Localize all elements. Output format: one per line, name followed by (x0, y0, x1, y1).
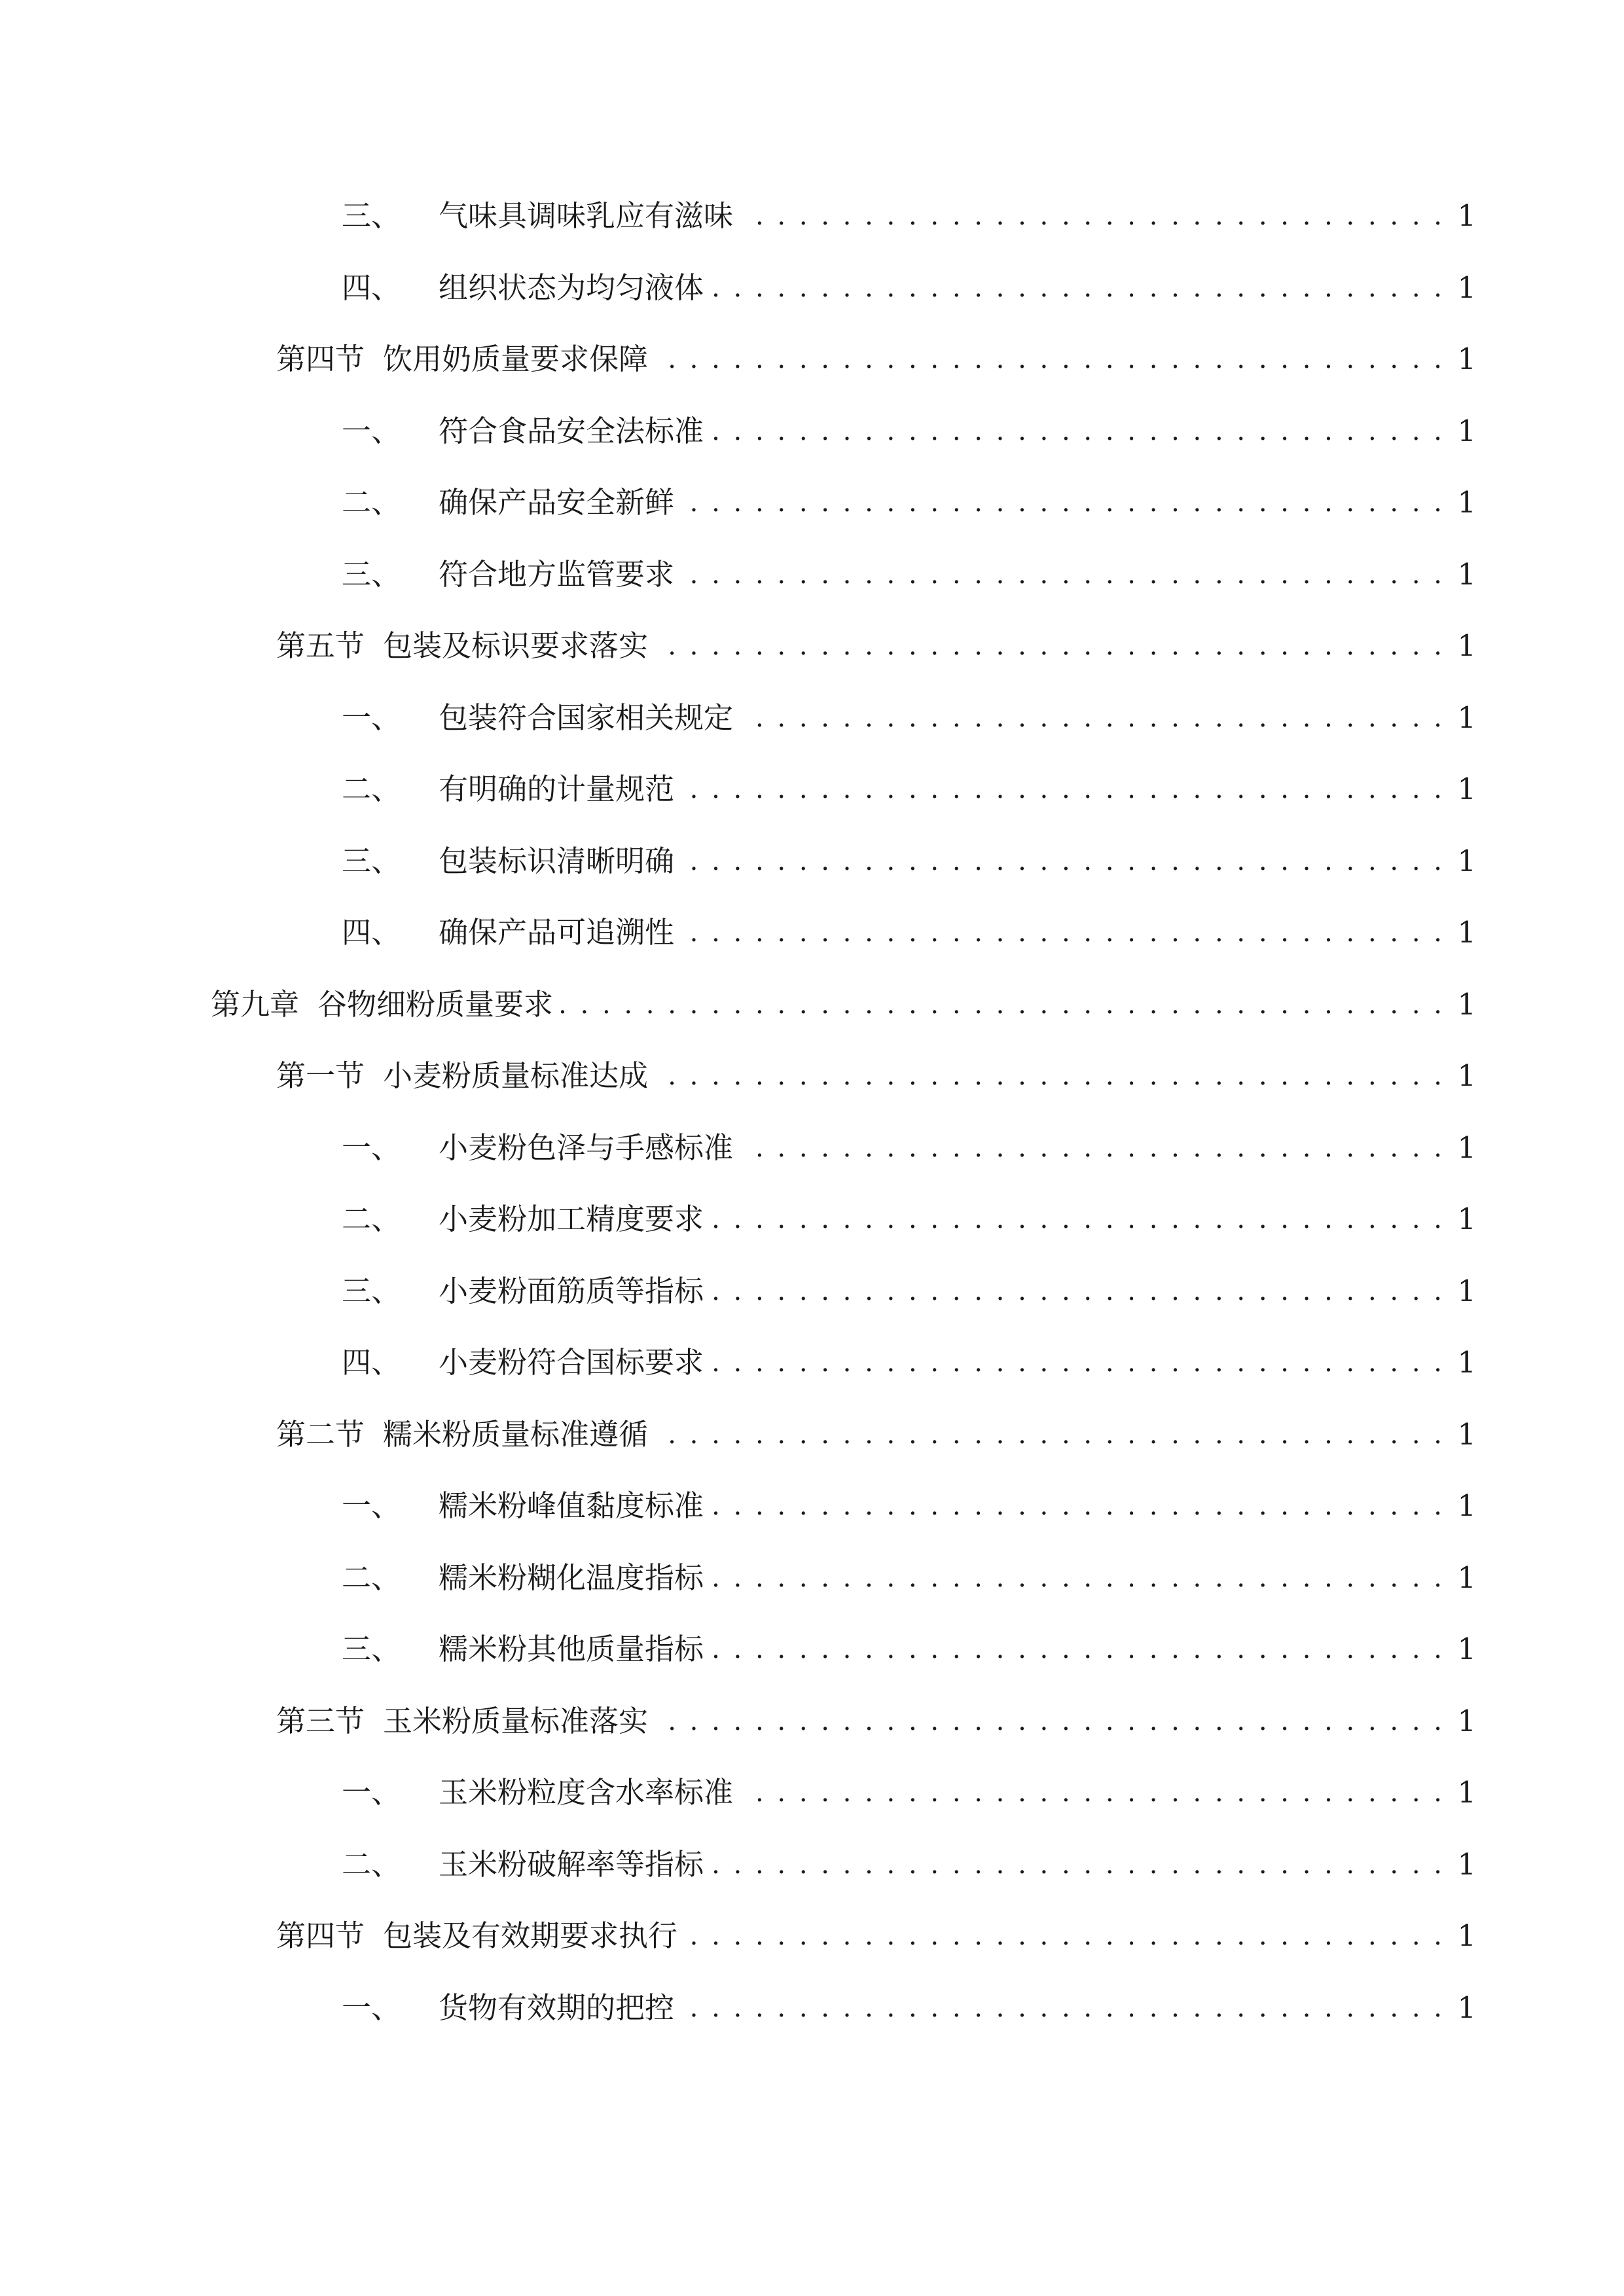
toc-page-number: 1 (1457, 1345, 1476, 1380)
toc-entry[interactable] (276, 336, 1476, 382)
toc-page-number: 1 (1457, 198, 1476, 233)
toc-dot-leader (655, 336, 1445, 382)
toc-entry-number: 三、 (342, 557, 401, 592)
toc-dot-leader (681, 552, 1445, 598)
toc-entry-number: 四、 (342, 270, 401, 305)
toc-dot-leader (684, 1913, 1445, 1959)
toc-page-number: 1 (1457, 1130, 1476, 1165)
toc-entry-number: 第九章 (211, 987, 300, 1022)
toc-page-number: 1 (1457, 772, 1476, 806)
toc-page-number: 1 (1457, 844, 1476, 878)
toc-page-number: 1 (1457, 557, 1476, 592)
toc-entry-number: 第二节 (276, 1417, 365, 1452)
toc-entry[interactable] (276, 623, 1476, 669)
toc-dot-leader (655, 623, 1445, 669)
toc-entry-number: 一、 (342, 1488, 401, 1523)
toc-page-number: 1 (1457, 1847, 1476, 1882)
toc-entry-title: 包装标识清晰明确 (439, 844, 675, 878)
toc-entry-title: 小麦粉面筋质等指标 (439, 1274, 704, 1308)
toc-entry-title: 玉米粉质量标准落实 (383, 1704, 649, 1738)
toc-entry[interactable] (342, 1268, 1476, 1314)
toc-entry[interactable] (342, 838, 1476, 884)
toc-entry-number: 第五节 (276, 628, 365, 663)
toc-entry[interactable] (342, 480, 1476, 526)
toc-dot-leader (710, 1196, 1445, 1242)
toc-entry[interactable] (342, 1626, 1476, 1672)
toc-page-number: 1 (1457, 342, 1476, 376)
toc-entry-number: 三、 (342, 198, 401, 233)
toc-entry-title: 气味具调味乳应有滋味 (439, 198, 734, 233)
toc-entry-title: 组织状态为均匀液体 (439, 270, 704, 305)
toc-dot-leader (681, 910, 1445, 956)
toc-entry-title: 包装及标识要求落实 (383, 628, 649, 663)
toc-entry-title: 小麦粉加工精度要求 (439, 1202, 704, 1236)
toc-entry-title: 符合地方监管要求 (439, 557, 675, 592)
toc-page-number: 1 (1457, 414, 1476, 448)
toc-page-number: 1 (1457, 1058, 1476, 1093)
toc-dot-leader (740, 193, 1445, 239)
toc-entry-title: 有明确的计量规范 (439, 772, 675, 806)
toc-dot-leader (710, 1842, 1445, 1888)
toc-entry[interactable] (276, 1053, 1476, 1099)
toc-entry-number: 二、 (342, 1560, 401, 1595)
toc-entry[interactable] (342, 1340, 1476, 1386)
toc-entry[interactable] (342, 193, 1476, 239)
toc-entry-number: 三、 (342, 844, 401, 878)
toc-entry-title: 包装符合国家相关规定 (439, 700, 734, 735)
toc-entry-number: 一、 (342, 414, 401, 448)
toc-entry-number: 一、 (342, 1130, 401, 1165)
toc-entry[interactable] (342, 910, 1476, 956)
toc-dot-leader (710, 1626, 1445, 1672)
toc-dot-leader (681, 480, 1445, 526)
toc-dot-leader (740, 1125, 1445, 1171)
toc-dot-leader (655, 1698, 1445, 1744)
toc-entry-number: 第三节 (276, 1704, 365, 1738)
toc-entry-number: 二、 (342, 772, 401, 806)
toc-page-number: 1 (1457, 485, 1476, 520)
toc-entry[interactable] (342, 1125, 1476, 1171)
toc-dot-leader (710, 1340, 1445, 1386)
toc-entry-title: 小麦粉质量标准达成 (383, 1058, 649, 1093)
toc-entry-number: 二、 (342, 1847, 401, 1882)
toc-entry-number: 三、 (342, 1274, 401, 1308)
toc-entry-number: 四、 (342, 1345, 401, 1380)
toc-dot-leader (681, 838, 1445, 884)
toc-dot-leader (710, 1555, 1445, 1601)
toc-entry-number: 二、 (342, 1202, 401, 1236)
toc-dot-leader (710, 1268, 1445, 1314)
toc-page-number: 1 (1457, 1417, 1476, 1452)
toc-dot-leader (655, 1053, 1445, 1099)
toc-entry-title: 确保产品可追溯性 (439, 915, 675, 950)
toc-entry-title: 谷物细粉质量要求 (317, 987, 554, 1022)
toc-entry-number: 第四节 (276, 342, 365, 376)
toc-entry[interactable] (342, 766, 1476, 812)
toc-page-number: 1 (1457, 1704, 1476, 1738)
toc-dot-leader (710, 1483, 1445, 1529)
toc-entry[interactable] (276, 1412, 1476, 1458)
toc-page-number: 1 (1457, 700, 1476, 735)
toc-page-number: 1 (1457, 1274, 1476, 1308)
toc-entry[interactable] (342, 1985, 1476, 2031)
toc-entry-title: 糯米粉糊化温度指标 (439, 1560, 704, 1595)
toc-page-number: 1 (1457, 1990, 1476, 2025)
toc-entry-number: 二、 (342, 485, 401, 520)
toc-dot-leader (655, 1412, 1445, 1458)
toc-dot-leader (560, 982, 1445, 1028)
toc-entry-title: 玉米粉粒度含水率标准 (439, 1775, 734, 1810)
toc-page-number: 1 (1457, 1202, 1476, 1236)
toc-entry-title: 糯米粉峰值黏度标准 (439, 1488, 704, 1523)
toc-entry-title: 糯米粉质量标准遵循 (383, 1417, 649, 1452)
toc-entry[interactable] (211, 982, 1476, 1028)
toc-entry[interactable] (342, 1770, 1476, 1816)
toc-entry[interactable] (342, 1555, 1476, 1601)
toc-page-number: 1 (1457, 915, 1476, 950)
toc-entry-number: 三、 (342, 1632, 401, 1666)
toc-entry-title: 饮用奶质量要求保障 (383, 342, 649, 376)
toc-entry-title: 小麦粉色泽与手感标准 (439, 1130, 734, 1165)
toc-entry[interactable] (276, 1913, 1476, 1959)
toc-entry-number: 一、 (342, 700, 401, 735)
toc-entry-title: 货物有效期的把控 (439, 1990, 675, 2025)
toc-entry[interactable] (342, 552, 1476, 598)
toc-entry-number: 四、 (342, 915, 401, 950)
toc-page-number: 1 (1457, 1918, 1476, 1953)
toc-dot-leader (740, 695, 1445, 741)
toc-page-number: 1 (1457, 1488, 1476, 1523)
toc-entry-title: 小麦粉符合国标要求 (439, 1345, 704, 1380)
toc-entry[interactable] (276, 1698, 1476, 1744)
toc-entry-number: 一、 (342, 1775, 401, 1810)
toc-dot-leader (681, 766, 1445, 812)
toc-page-number: 1 (1457, 987, 1476, 1022)
toc-page-number: 1 (1457, 1560, 1476, 1595)
toc-dot-leader (740, 1770, 1445, 1816)
toc-entry-title: 符合食品安全法标准 (439, 414, 704, 448)
toc-page-number: 1 (1457, 628, 1476, 663)
toc-page-number: 1 (1457, 1632, 1476, 1666)
toc-entry-title: 确保产品安全新鲜 (439, 485, 675, 520)
toc-page-number: 1 (1457, 1775, 1476, 1810)
toc-entry-number: 一、 (342, 1990, 401, 2025)
toc-entry[interactable] (342, 1842, 1476, 1888)
toc-dot-leader (710, 265, 1445, 311)
toc-entry-title: 糯米粉其他质量指标 (439, 1632, 704, 1666)
toc-entry-title: 包装及有效期要求执行 (383, 1918, 678, 1953)
toc-page-number: 1 (1457, 270, 1476, 305)
toc-dot-leader (681, 1985, 1445, 2031)
toc-entry-number: 第四节 (276, 1918, 365, 1953)
toc-entry[interactable] (342, 1196, 1476, 1242)
toc-entry[interactable] (342, 1483, 1476, 1529)
toc-entry[interactable] (342, 408, 1476, 454)
toc-dot-leader (710, 408, 1445, 454)
toc-entry-title: 玉米粉破解率等指标 (439, 1847, 704, 1882)
toc-entry[interactable] (342, 695, 1476, 741)
toc-entry[interactable] (342, 265, 1476, 311)
toc-entry-number: 第一节 (276, 1058, 365, 1093)
